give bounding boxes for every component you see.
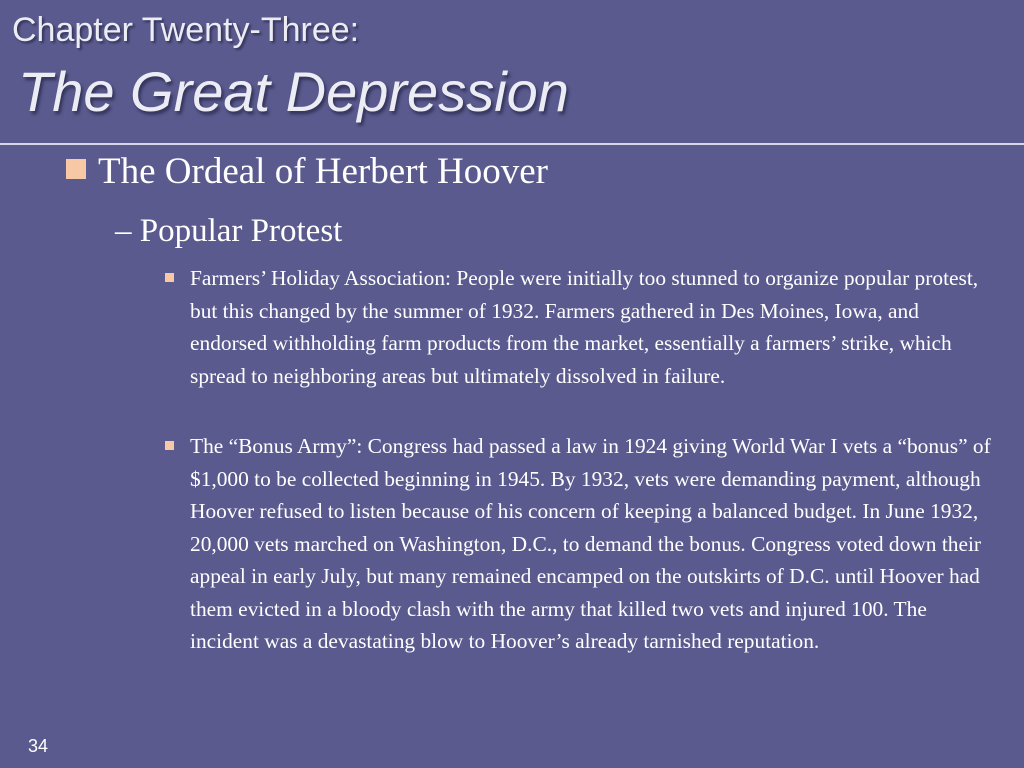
page-number: 34 [28, 736, 49, 756]
square-bullet-icon [165, 273, 174, 282]
square-bullet-icon [66, 159, 86, 179]
bullet-level2: – Popular Protest [115, 213, 343, 249]
slide-title: The Great Depression [18, 60, 569, 123]
chapter-heading: Chapter Twenty-Three: [12, 11, 360, 49]
bullet-level3-bonus-army [165, 430, 995, 658]
bullet-level1-text: The Ordeal of Herbert Hoover [98, 151, 548, 192]
bullet-level3-farmers [165, 262, 995, 392]
title-divider [0, 143, 1024, 145]
bullet-level3-text: The “Bonus Army”: Congress had passed a law in 1924 giving World War I vets a “bonus” of $1,000 to be collected beginning in 1945. By 1932, vets were demanding payment, although Hoover refused to listen because of his concern of keeping a balanced budget. In June 1932, 20,000 vets marched on Washington, D.C., to demand the bonus. Congress voted down their appeal in early July, but many remained encamped on the outskirts of D.C. until Hoover had them evicted in a bloody clash with the army that killed two vets and injured 100. The incident was a devastating blow to Hoover’s already tarnished reputation. [190, 434, 991, 653]
bullet-level1 [66, 150, 1006, 194]
bullet-level3-text: Farmers’ Holiday Association: People were initially too stunned to organize popular protest, but this changed by the summer of 1932. Farmers gathered in Des Moines, Iowa, and endorsed withholding farm products from the market, essentially a farmers’ strike, which spread to neighboring areas but ultimately dissolved in failure. [190, 266, 979, 388]
square-bullet-icon [165, 441, 174, 450]
